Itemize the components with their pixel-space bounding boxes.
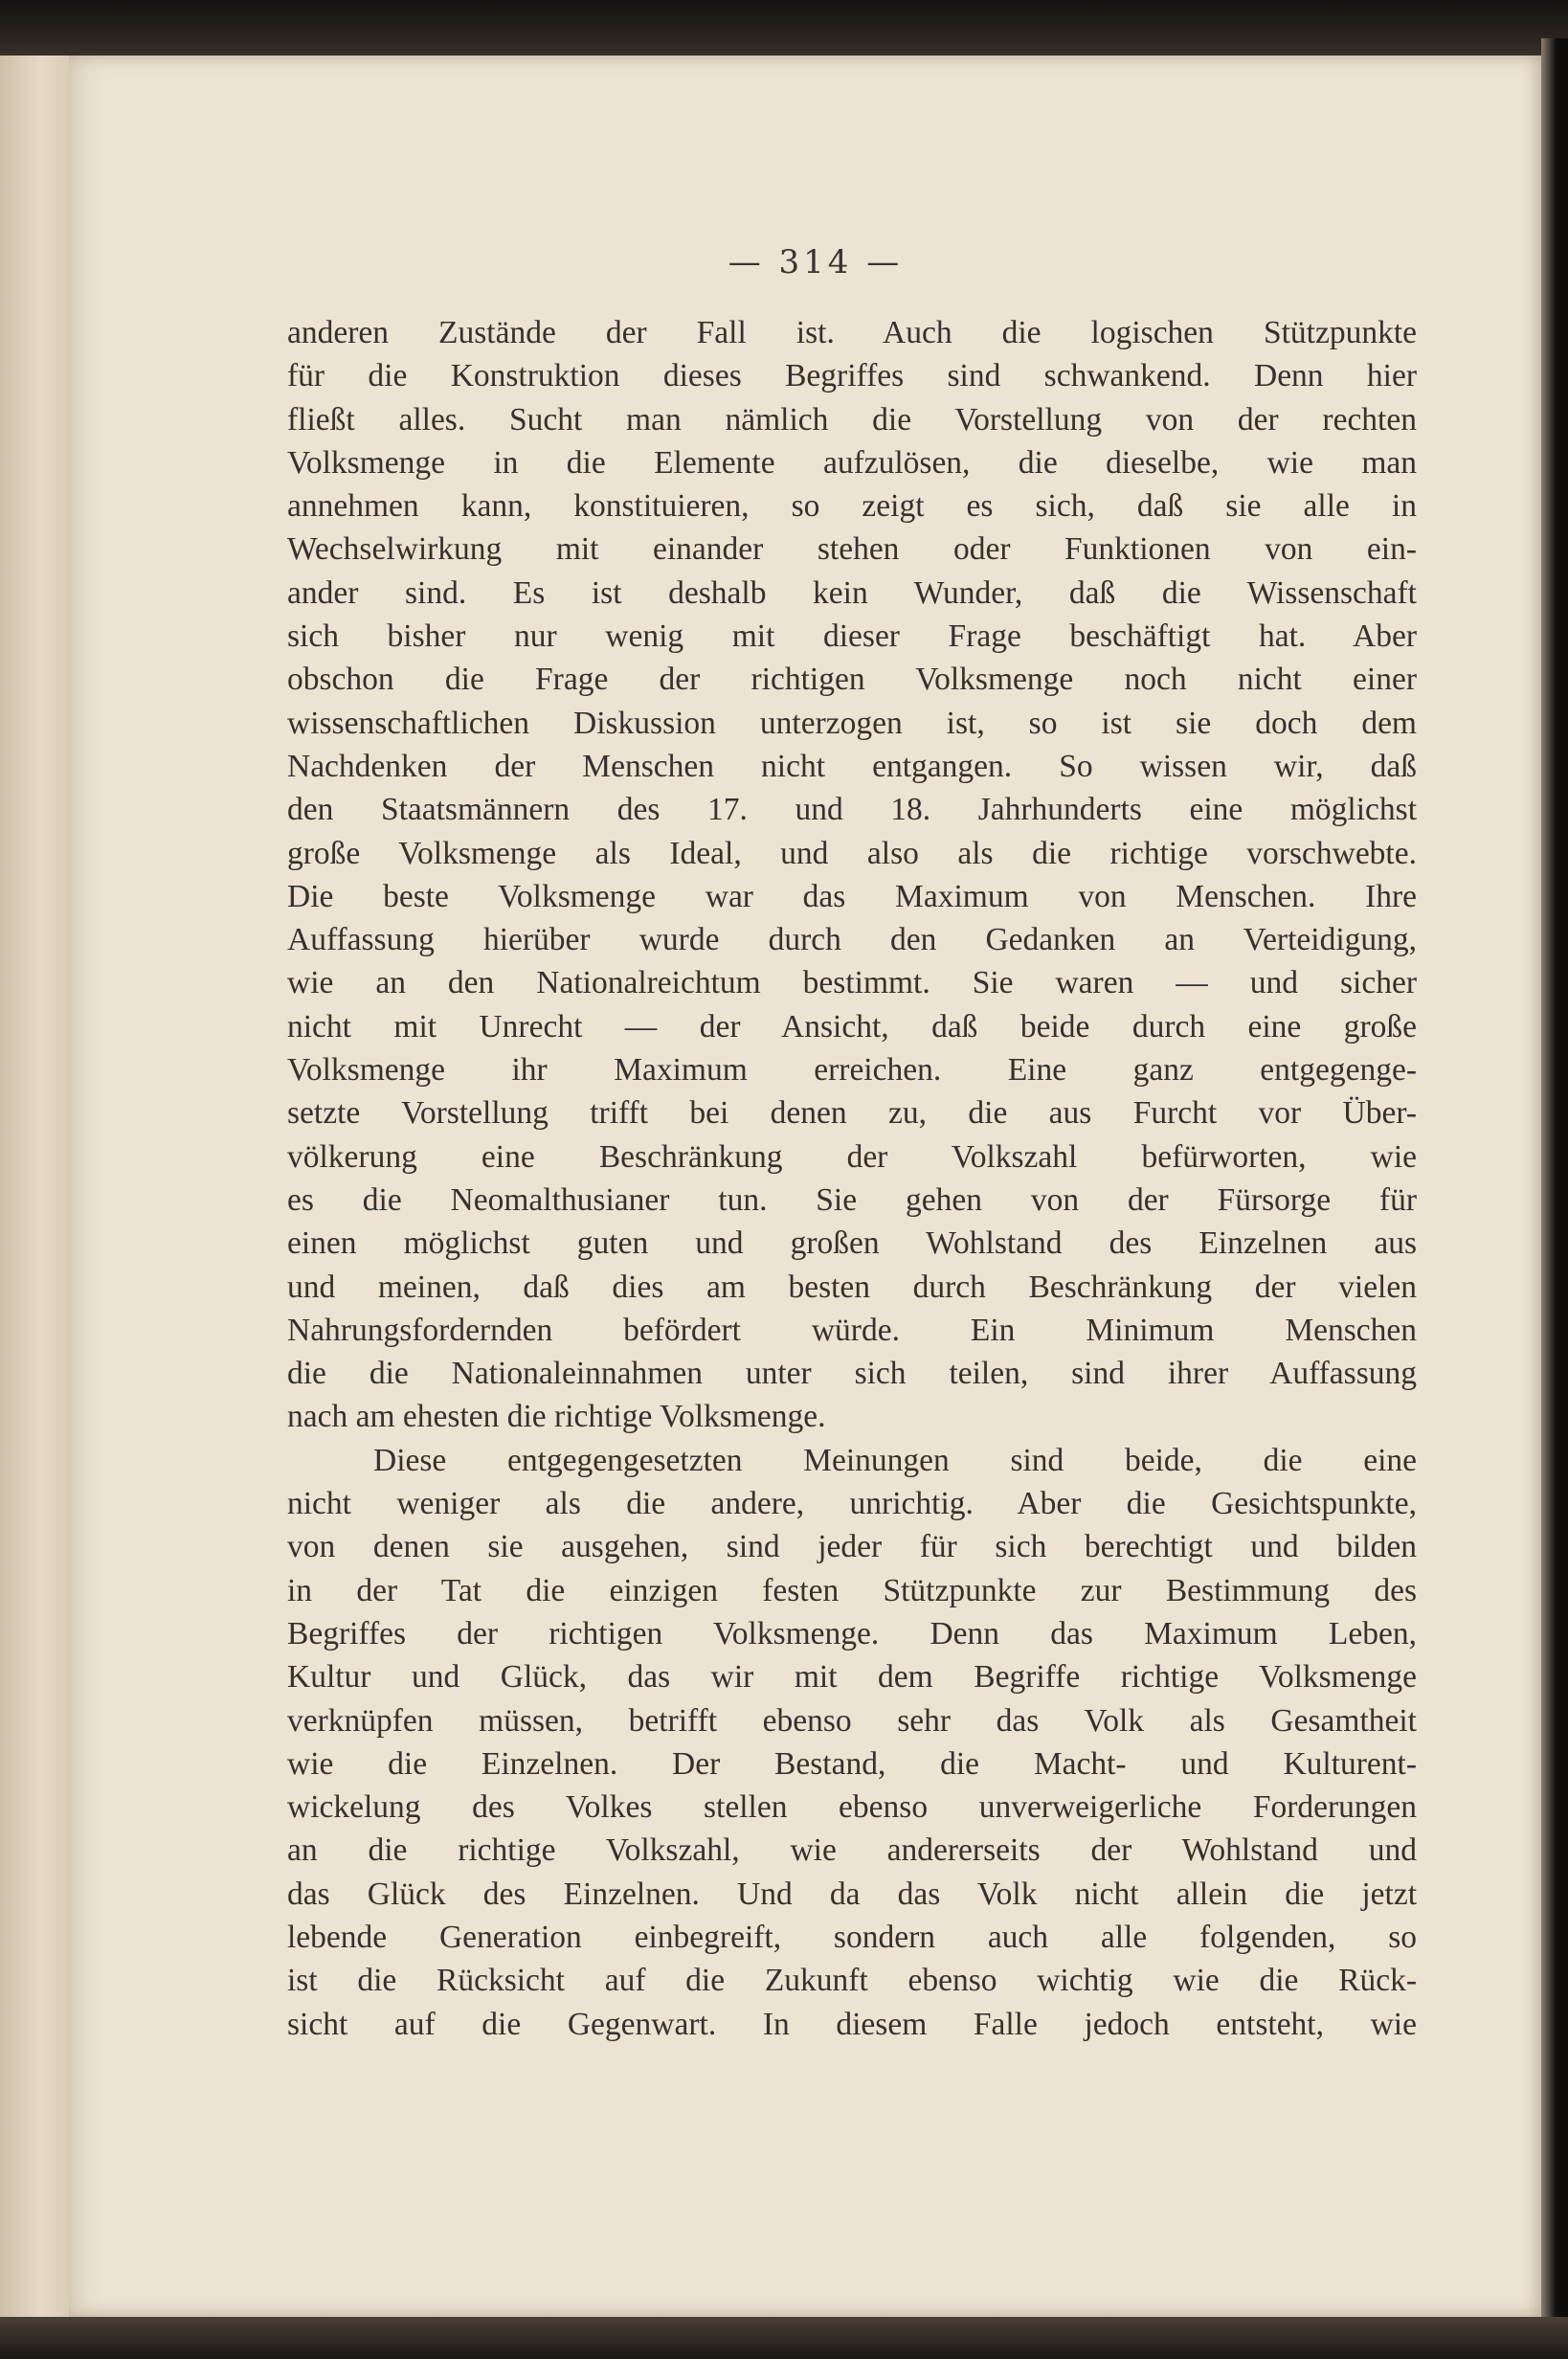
text-line: annehmen kann, konstituieren, so zeigt es sich, daß sie alle in: [287, 488, 1417, 525]
top-book-edge: [0, 0, 1568, 56]
text-line: die die Nationaleinnahmen unter sich teilen, sind ihrer Auffassung: [287, 1356, 1417, 1392]
text-line: und meinen, daß dies am besten durch Beschränkung der vielen: [287, 1269, 1417, 1305]
paragraph-1: [287, 311, 1417, 1439]
text-line: verknüpfen müssen, betrifft ebenso sehr das Volk als Gesamtheit: [287, 1702, 1417, 1739]
body-text: [287, 311, 1417, 2046]
text-line: für die Konstruktion dieses Begriffes sind schwankend. Denn hier: [287, 358, 1417, 394]
text-line: sich bisher nur wenig mit dieser Frage beschäftigt hat. Aber: [287, 618, 1417, 655]
text-line: nach am ehesten die richtige Volksmenge.: [287, 1399, 826, 1435]
text-line: wissenschaftlichen Diskussion unterzogen ist, so ist sie doch dem: [287, 705, 1417, 741]
paragraph-2: [287, 1439, 1417, 2046]
text-line: Begriffes der richtigen Volksmenge. Denn das Maximum Leben,: [287, 1615, 1417, 1651]
text-line: einen möglichst guten und großen Wohlstand des Einzelnen aus: [287, 1225, 1417, 1262]
text-line: wie die Einzelnen. Der Bestand, die Macht- und Kulturent-: [287, 1745, 1417, 1782]
left-page-gutter: [0, 56, 69, 2317]
text-line: ist die Rücksicht auf die Zukunft ebenso wichtig wie die Rück-: [287, 1963, 1417, 1999]
text-line: Nahrungsfordernden befördert würde. Ein Minimum Menschen: [287, 1312, 1417, 1348]
text-line: Kultur und Glück, das wir mit dem Begriffe richtige Volksmenge: [287, 1659, 1417, 1696]
text-line: anderen Zustände der Fall ist. Auch die logischen Stützpunkte: [287, 315, 1417, 350]
right-book-edge: [1541, 38, 1568, 2336]
text-line: lebende Generation einbegreift, sondern auch alle folgenden, so: [287, 1919, 1417, 1955]
text-line: Nachdenken der Menschen nicht entgangen. So wissen wir, daß: [287, 748, 1417, 784]
text-line: fließt alles. Sucht man nämlich die Vorstellung von der rechten: [287, 401, 1417, 438]
text-line: ander sind. Es ist deshalb kein Wunder, daß die Wissenschaft: [287, 574, 1417, 611]
text-line: Diese entgegengesetzten Meinungen sind beide, die eine: [373, 1442, 1417, 1478]
text-line: völkerung eine Beschränkung der Volkszahl befürworten, wie: [287, 1138, 1417, 1175]
text-line: das Glück des Einzelnen. Und da das Volk nicht allein die jetzt: [287, 1876, 1417, 1912]
text-line: wie an den Nationalreichtum bestimmt. Sie waren — und sicher: [287, 965, 1417, 1001]
text-line: Wechselwirkung mit einander stehen oder Funktionen von ein-: [287, 531, 1417, 568]
page-number: — 314 —: [728, 243, 904, 281]
text-line: große Volksmenge als Ideal, und also als die richtige vorschwebte.: [287, 835, 1417, 871]
text-line: sicht auf die Gegenwart. In diesem Falle jedoch entsteht, wie: [287, 2006, 1417, 2042]
text-line: Volksmenge ihr Maximum erreichen. Eine ganz entgegenge-: [287, 1052, 1417, 1089]
text-line: setzte Vorstellung trifft bei denen zu, die aus Furcht vor Über-: [287, 1095, 1417, 1132]
bottom-book-edge: [0, 2317, 1568, 2359]
text-line: Volksmenge in die Elemente aufzulösen, die dieselbe, wie man: [287, 444, 1417, 481]
text-line: nicht mit Unrecht — der Ansicht, daß beide durch eine große: [287, 1008, 1417, 1045]
text-line: den Staatsmännern des 17. und 18. Jahrhunderts eine möglichst: [287, 792, 1417, 828]
text-line: nicht weniger als die andere, unrichtig. Aber die Gesichtspunkte,: [287, 1486, 1417, 1522]
text-line: in der Tat die einzigen festen Stützpunkte zur Bestimmung des: [287, 1572, 1417, 1608]
text-line: von denen sie ausgehen, sind jeder für sich berechtigt und bilden: [287, 1529, 1417, 1565]
text-line: Auffassung hierüber wurde durch den Gedanken an Verteidigung,: [287, 922, 1417, 958]
text-line: Die beste Volksmenge war das Maximum von Menschen. Ihre: [287, 878, 1417, 914]
text-line: wickelung des Volkes stellen ebenso unverweigerliche Forderungen: [287, 1789, 1417, 1826]
text-line: obschon die Frage der richtigen Volksmenge noch nicht einer: [287, 662, 1417, 698]
text-line: an die richtige Volkszahl, wie andererseits der Wohlstand und: [287, 1832, 1417, 1869]
text-line: es die Neomalthusianer tun. Sie gehen von der Fürsorge für: [287, 1181, 1417, 1218]
